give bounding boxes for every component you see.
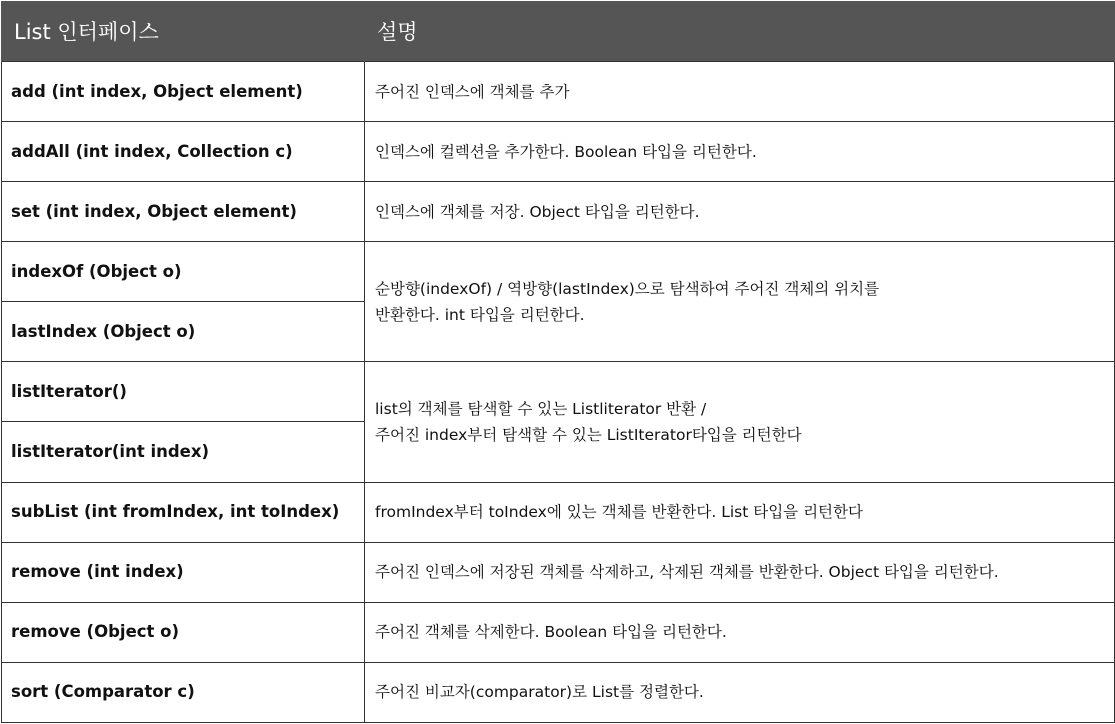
table-row <box>2 362 1115 422</box>
method-cell: remove (int index) <box>2 542 365 602</box>
description-cell: 주어진 비교자(comparator)로 List를 정렬한다. <box>365 662 1115 722</box>
description-line: 순방향(indexOf) / 역방향(lastIndex)으로 탐색하여 주어진 객체의 위치를 <box>375 279 880 298</box>
description-cell: fromIndex부터 toIndex에 있는 객체를 반환한다. List 타입을 리턴한다 <box>365 482 1115 542</box>
table-row <box>2 122 1115 182</box>
description-cell: 인덱스에 컬렉션을 추가한다. Boolean 타입을 리턴한다. <box>365 122 1115 182</box>
method-cell: sort (Comparator c) <box>2 662 365 722</box>
header-description: 설명 <box>365 1 1115 62</box>
method-cell: addAll (int index, Collection c) <box>2 122 365 182</box>
method-cell: remove (Object o) <box>2 602 365 662</box>
table-row <box>2 602 1115 662</box>
description-cell: 주어진 인덱스에 저장된 객체를 삭제하고, 삭제된 객체를 반환한다. Object 타입을 리턴한다. <box>365 542 1115 602</box>
description-cell: 인덱스에 객체를 저장. Object 타입을 리턴한다. <box>365 182 1115 242</box>
merged-description-cell <box>365 362 1115 482</box>
table-header-row <box>2 1 1115 62</box>
method-cell: subList (int fromIndex, int toIndex) <box>2 482 365 542</box>
method-cell: indexOf (Object o) <box>2 242 365 302</box>
method-cell: listIterator(int index) <box>2 422 365 482</box>
description-cell: 주어진 객체를 삭제한다. Boolean 타입을 리턴한다. <box>365 602 1115 662</box>
table-row <box>2 662 1115 722</box>
table-row <box>2 242 1115 302</box>
method-cell: add (int index, Object element) <box>2 62 365 122</box>
table-row <box>2 182 1115 242</box>
merged-description-cell <box>365 242 1115 362</box>
table-row <box>2 542 1115 602</box>
table-row <box>2 482 1115 542</box>
description-cell: 주어진 인덱스에 객체를 추가 <box>365 62 1115 122</box>
description-line: 반환한다. int 타입을 리턴한다. <box>375 305 585 324</box>
list-interface-table <box>1 1 1115 723</box>
description-line: list의 객체를 탐색할 수 있는 Listliterator 반환 / <box>375 399 707 418</box>
header-interface: List 인터페이스 <box>2 1 365 62</box>
method-cell: lastIndex (Object o) <box>2 302 365 362</box>
description-line: 주어진 index부터 탐색할 수 있는 ListIterator타입을 리턴한다 <box>375 425 802 444</box>
method-cell: set (int index, Object element) <box>2 182 365 242</box>
method-cell: listIterator() <box>2 362 365 422</box>
table-row <box>2 62 1115 122</box>
